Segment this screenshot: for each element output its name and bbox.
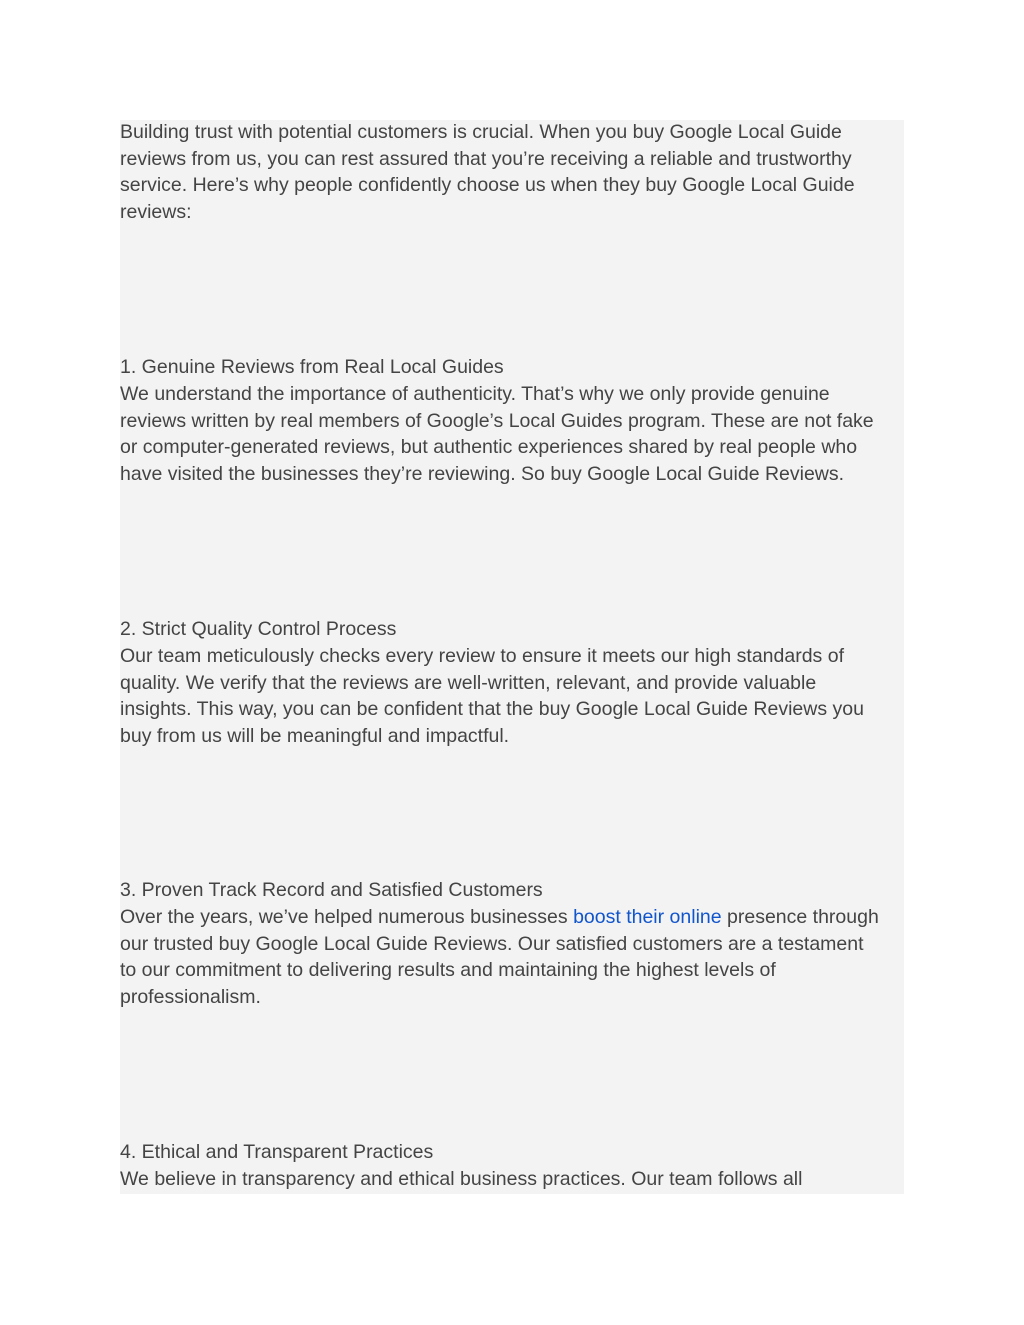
section-3-heading: 3. Proven Track Record and Satisfied Customers [120, 879, 543, 901]
section-3-body-start: Over the years, we’ve helped numerous businesses [120, 906, 574, 928]
boost-their-online-link[interactable]: boost their online [573, 906, 722, 928]
section-2-heading: 2. Strict Quality Control Process [120, 618, 397, 640]
section-1-body: We understand the importance of authenticity. That’s why we only provide genuine reviews written by real members of Google’s Local Guides program. These are not fake or computer-generated reviews, but authentic experiences shared by real people who have visited the businesses they’re reviewing. So buy Google Local Guide Reviews. [120, 383, 874, 485]
section-1-heading: 1. Genuine Reviews from Real Local Guides [120, 356, 504, 378]
section-4-body: We believe in transparency and ethical business practices. Our team follows all [120, 1168, 803, 1190]
section-4-heading: 4. Ethical and Transparent Practices [120, 1141, 434, 1163]
section-3-body [120, 904, 910, 1010]
intro-paragraph: Building trust with potential customers is crucial. When you buy Google Local Guide reviews from us, you can rest assured that you’re receiving a reliable and trustworthy service. Here’s why people confidently choose us when they buy Google Local Guide reviews: [120, 121, 855, 223]
section-3-body-end: presence through our trusted buy Google Local Guide Reviews. Our satisfied customers are a testament to our commitment to delivering results and maintaining the highest levels of professionalism. [120, 906, 879, 1008]
section-2-body: Our team meticulously checks every review to ensure it meets our high standards of quality. We verify that the reviews are well-written, relevant, and provide valuable insights. This way, you can be confident that the buy Google Local Guide Reviews you buy from us will be meaningful and impactful. [120, 645, 864, 747]
